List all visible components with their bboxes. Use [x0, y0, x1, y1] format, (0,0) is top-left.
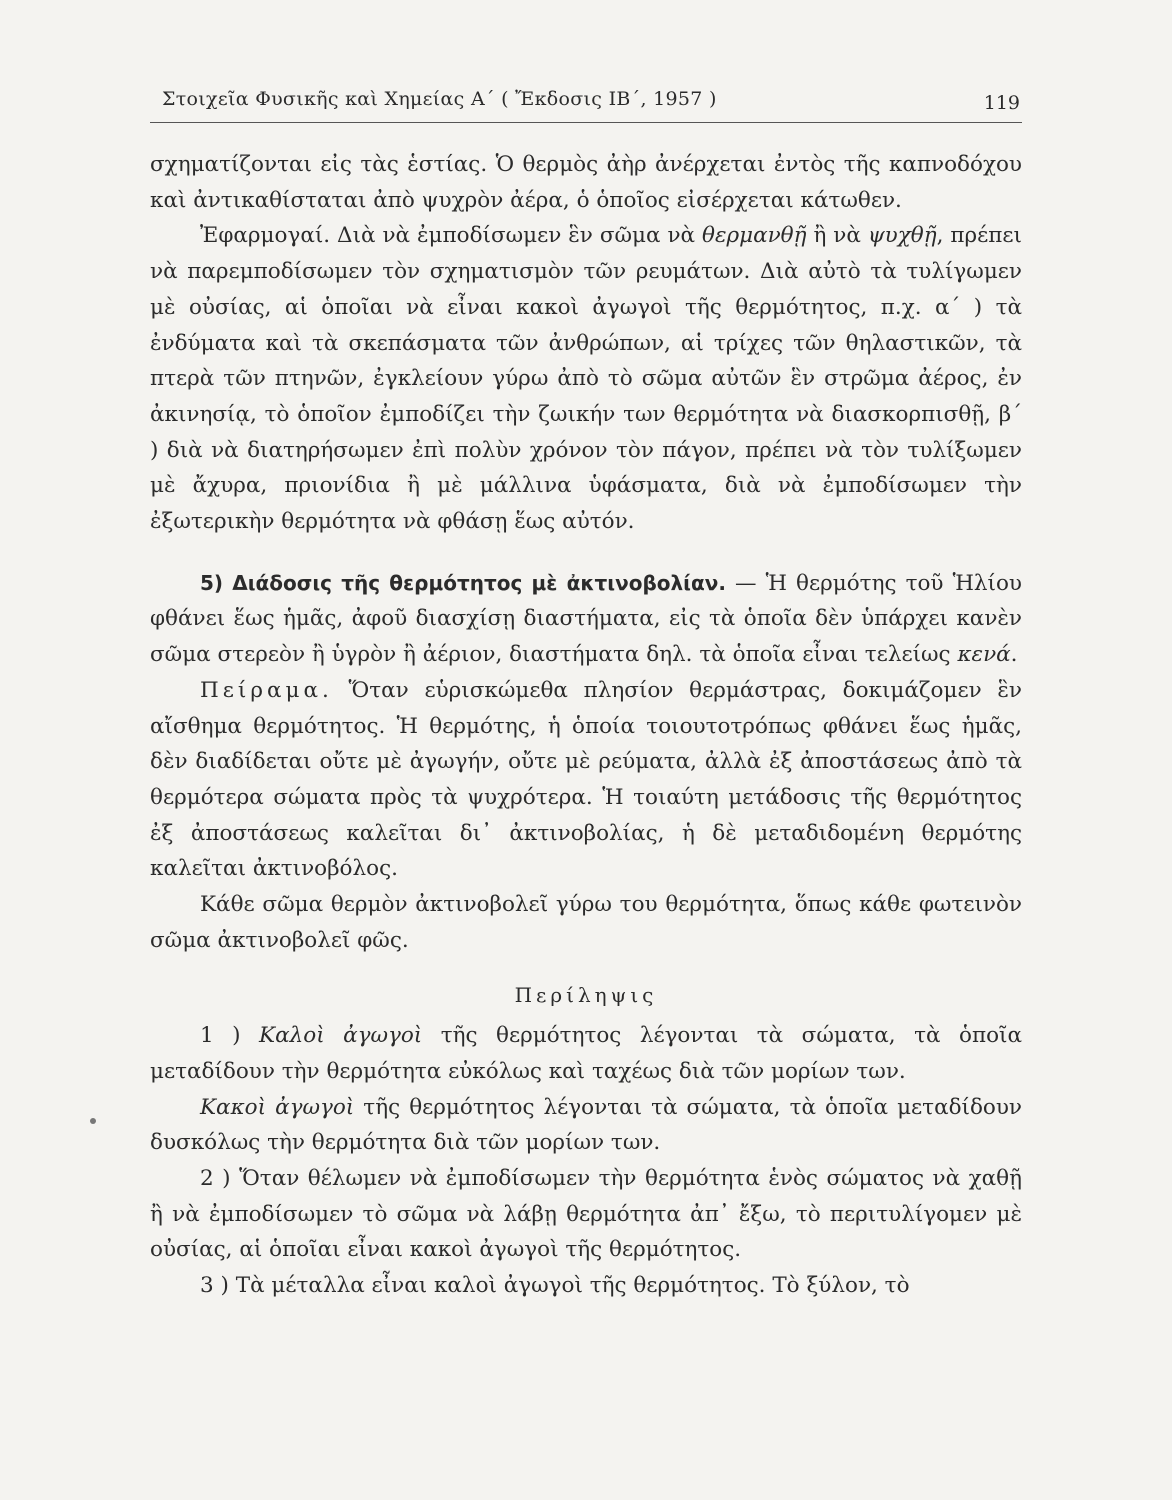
summary-item-1-italic: Καλοὶ ἀγωγοὶ: [259, 1023, 423, 1049]
summary-item-2-text: 2 ) Ὅταν θέλωμεν νὰ ἐμποδίσωμεν τὴν θερμότητα ἑνὸς σώματος νὰ χαθῇ ἢ νὰ ἐμποδίσωμεν τὸ σῶμα νὰ λάβῃ θερμότητα ἀπ᾽ ἔξω, τὸ περιτυλίγομεν μὲ οὐσίας, αἱ ὁποῖαι εἶναι κακοὶ ἀγωγοὶ τῆς θερμότητος.: [150, 1165, 1022, 1263]
summary-item-1b-italic: Κακοὶ ἀγωγοὶ: [200, 1094, 355, 1120]
summary-item-1b-text: τῆς θερμότητος λέγονται τὰ σώματα, τὰ ὁποῖα μεταδίδουν δυσκόλως τὴν θερμότητα διὰ τῶν μορίων των.: [150, 1094, 1022, 1156]
summary-title: Περίληψις: [514, 983, 658, 1008]
summary-item-1-text: τῆς θερμότητος λέγονται τὰ σώματα, τὰ ὁποῖα μεταδίδουν τὴν θερμότητα εὐκόλως καὶ ταχέως διὰ τῶν μορίων των.: [150, 1023, 1022, 1084]
radiate-text: Κάθε σῶμα θερμὸν ἀκτινοβολεῖ γύρω του θερμότητα, ὅπως κάθε φωτεινὸν σῶμα ἀκτινοβολεῖ φῶς.: [150, 892, 1022, 953]
applications-rest: , πρέπει νὰ παρεμποδίσωμεν τὸν σχηματισμὸν τῶν ρευμάτων. Διὰ αὐτὸ τὰ τυλίγωμεν μὲ οὐσίας, αἱ ὁποῖαι νὰ εἶναι κακοὶ ἀγωγοὶ τῆς θερμότητος, π.χ. α΄ ) τὰ ἐνδύματα καὶ τὰ σκεπάσματα τῶν ἀνθρώπων, αἱ τρίχες τῶν θηλαστικῶν, τὰ πτερὰ τῶν πτηνῶν, ἐγκλείουν γύρω ἀπὸ τὸ σῶμα αὐτῶν ἓν στρῶμα ἀέρος, ἐν ἀκινησίᾳ, τὸ ὁποῖον ἐμποδίζει τὴν ζωικήν των θερμότητα νὰ διασκορπισθῇ, β΄ ) διὰ νὰ διατηρήσωμεν ἐπὶ πολὺν χρόνον τὸν πάγον, πρέπει νὰ τὸν τυλίξωμεν μὲ ἄχυρα, πριονίδια ἢ μὲ μάλλινα ὑφάσματα, διὰ νὰ ἐμποδίσωμεν τὴν ἐξωτερικὴν θερμότητα νὰ φθάσῃ ἕως αὐτόν.: [150, 223, 1022, 535]
applications-mid: ἢ νὰ: [806, 223, 868, 249]
summary-item-3: [150, 1268, 1022, 1304]
page-number: 119: [983, 92, 1020, 114]
page-body: [150, 147, 1022, 1304]
paragraph-applications: [150, 218, 1022, 539]
applications-lead: Ἐφαρμογαί. Διὰ νὰ ἐμποδίσωμεν ἓν σῶμα νὰ: [200, 223, 702, 249]
experiment-text: Ὅταν εὑρισκώμεθα πλησίον θερμάστρας, δοκιμάζομεν ἓν αἴσθημα θερμότητος. Ἡ θερμότης, ἡ ὁποία τοιουτοτρόπως φθάνει ἕως ἡμᾶς, δὲν διαδίδεται οὔτε μὲ ἀγωγήν, οὔτε μὲ ρεύματα, ἀλλὰ ἐξ ἀποστάσεως ἀπὸ τὰ θερμότερα σώματα πρὸς τὰ ψυχρότερα. Ἡ τοιαύτη μετάδοσις τῆς θερμότητος ἐξ ἀποστάσεως καλεῖται δι᾽ ἀκτινοβολίας, ἡ δὲ μεταδιδομένη θερμότης καλεῖται ἀκτινοβόλος.: [150, 677, 1022, 882]
running-header: [150, 82, 1022, 123]
summary-item-1: [150, 1018, 1022, 1089]
summary-item-3-text: 3 ) Τὰ μέταλλα εἶναι καλοὶ ἀγωγοὶ τῆς θερμότητος. Τὸ ξύλον, τὸ: [200, 1273, 910, 1299]
section-5-end: .: [1010, 642, 1018, 668]
book-page: [150, 82, 1022, 1304]
section-5: [150, 566, 1022, 673]
paragraph-1: [150, 147, 1022, 218]
summary-item-2: [150, 1161, 1022, 1268]
section-5-heading: 5) Διάδοσις τῆς θερμότητος μὲ ἀκτινοβολίαν.: [200, 570, 726, 595]
summary-item-1-number: 1 ): [200, 1023, 260, 1049]
section-5-italic: κενά: [957, 642, 1011, 668]
paragraph-experiment: [150, 673, 1022, 887]
section-5-text: — Ἡ θερμότης τοῦ Ἡλίου φθάνει ἕως ἡμᾶς, ἀφοῦ διασχίσῃ διαστήματα, εἰς τὰ ὁποῖα δὲν ὑπάρχει κανὲν σῶμα στερεὸν ἢ ὑγρὸν ἢ ἀέριον, διαστήματα δηλ. τὰ ὁποῖα εἶναι τελείως: [150, 570, 1022, 668]
applications-italic-1: θερμανθῇ: [702, 223, 807, 249]
paragraph-1-text: σχηματίζονται εἰς τὰς ἑστίας. Ὁ θερμὸς ἀὴρ ἀνέρχεται ἐντὸς τῆς καπνοδόχου καὶ ἀντικαθίσταται ἀπὸ ψυχρὸν ἀέρα, ὁ ὁποῖος εἰσέρχεται κάτωθεν.: [150, 152, 1022, 213]
summary-item-1b: [150, 1090, 1022, 1161]
margin-dot: [90, 1118, 96, 1124]
paragraph-radiate: [150, 887, 1022, 958]
header-title: Στοιχεῖα Φυσικῆς καὶ Χημείας Α΄ ( Ἔκδοσις ΙΒ΄, 1957 ): [162, 88, 717, 110]
applications-italic-2: ψυχθῇ: [867, 223, 937, 249]
experiment-label: Πείραμα.: [200, 677, 333, 703]
